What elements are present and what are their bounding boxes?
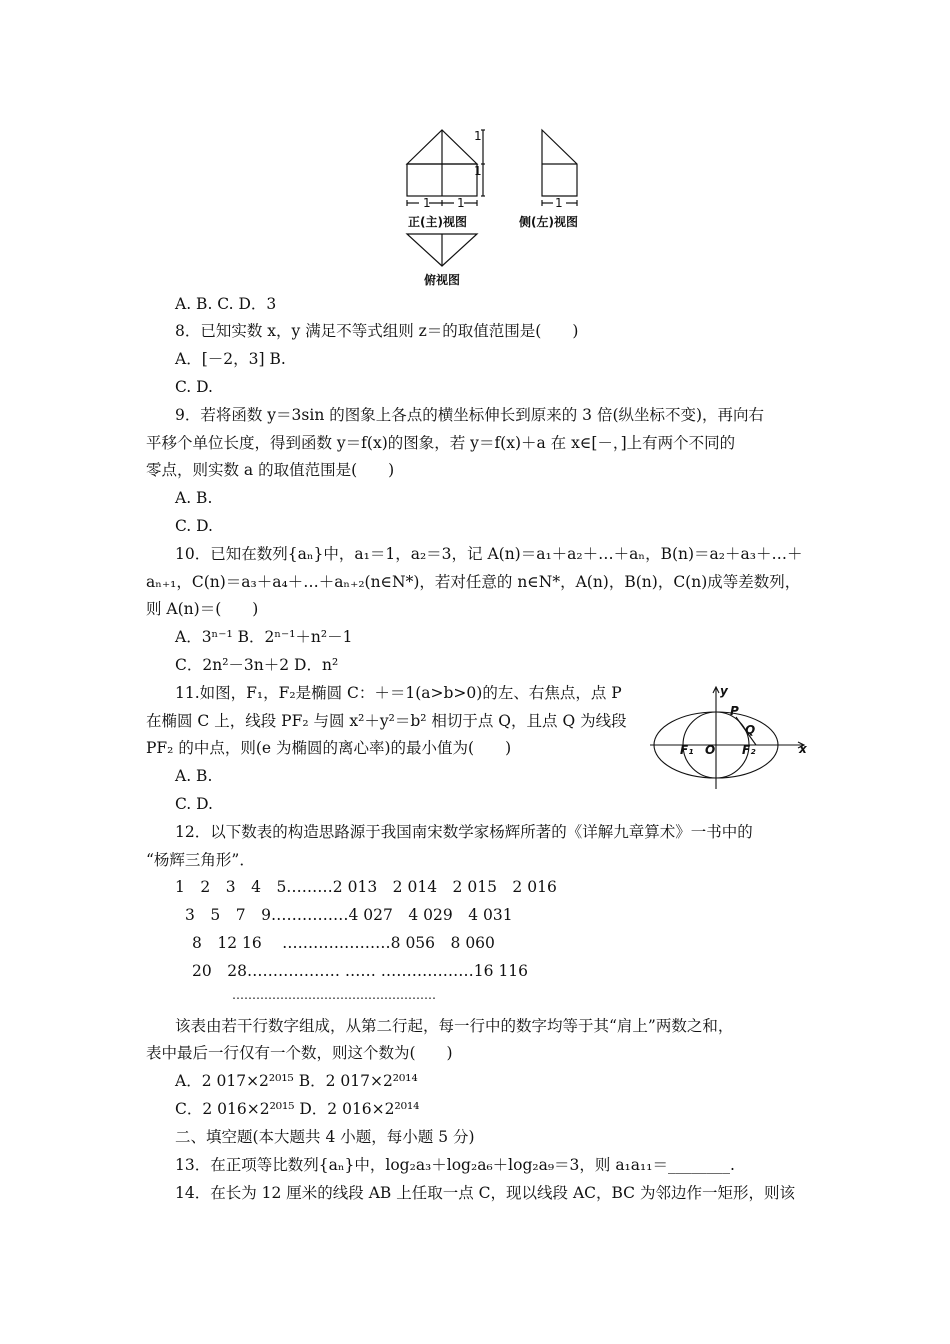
q8-stem: 8．已知实数 x，y 满足不等式组则 z＝的取值范围是( ) — [175, 322, 579, 340]
q8-options-ab: A．[－2，3] B. — [175, 350, 286, 368]
section-2-title: 二、填空题(本大题共 4 小题，每小题 5 分) — [175, 1128, 475, 1146]
focus-f2-label: F₂ — [742, 743, 756, 757]
dim-label: 1 — [474, 129, 482, 143]
q11-options-cd: C. D. — [175, 795, 213, 813]
q12-options-cd: C．2 016×2²⁰¹⁵ D．2 016×2²⁰¹⁴ — [175, 1100, 420, 1118]
side-view-caption: 侧(左)视图 — [519, 215, 578, 229]
q12-desc-line1: 该表由若干行数字组成，从第二行起，每一行中的数字均等于其“肩上”两数之和， — [175, 1017, 734, 1035]
q11-line3: PF₂ 的中点，则(e 为椭圆的离心率)的最小值为( ) — [146, 739, 512, 757]
q11-line2: 在椭圆 C 上，线段 PF₂ 与圆 x²＋y²＝b² 相切于点 Q，且点 Q 为线段 — [146, 712, 627, 730]
q11-options-ab: A. B. — [175, 767, 213, 785]
q9-line3: 零点，则实数 a 的取值范围是( ) — [146, 461, 395, 479]
q10-line2: aₙ₊₁，C(n)＝a₃＋a₄＋…＋aₙ₊₂(n∈N*)，若对任意的 n∈N*，A(n)，B(n)，C(n)成等差数列， — [146, 573, 801, 591]
top-view-drawing — [407, 234, 477, 266]
q12-desc-line2: 表中最后一行仅有一个数，则这个数为( ) — [146, 1044, 453, 1062]
q12-table-row2: 3 5 7 9……………4 027 4 029 4 031 — [185, 906, 513, 924]
q10-options-ab: A．3ⁿ⁻¹ B．2ⁿ⁻¹＋n²－1 — [175, 628, 353, 646]
q14-stem: 14．在长为 12 厘米的线段 AB 上任取一点 C，现以线段 AC，BC 为邻边作一矩形，则该 — [175, 1184, 795, 1202]
q12-table-row5: …………………………………………… — [232, 988, 436, 1002]
focus-f1-label: F₁ — [680, 743, 694, 757]
q10-options-cd: C．2n²－3n＋2 D．n² — [175, 656, 339, 674]
dim-label: 1 — [457, 196, 465, 210]
q9-options-ab: A. B. — [175, 489, 213, 507]
q8-options-cd: C. D. — [175, 378, 213, 396]
q12-table-row3: 8 12 16 …………………8 056 8 060 — [192, 934, 495, 952]
q13-stem: 13．在正项等比数列{aₙ}中，log₂a₃＋log₂a₆＋log₂a₉＝3，则 a₁a₁₁＝________. — [175, 1156, 735, 1174]
q9-line2: 平移个单位长度，得到函数 y＝f(x)的图象，若 y＝f(x)＋a 在 x∈[－，]上有两个不同的 — [146, 434, 736, 452]
q12-table-row4: 20 28……………… …… ………………16 116 — [192, 962, 529, 980]
top-view-caption: 俯视图 — [424, 273, 461, 287]
q9-line1: 9．若将函数 y＝3sin 的图象上各点的横坐标伸长到原来的 3 倍(纵坐标不变)，再向右 — [175, 406, 765, 424]
q9-options-cd: C. D. — [175, 517, 213, 535]
dim-label: 1 — [423, 196, 431, 210]
q12-options-ab: A．2 017×2²⁰¹⁵ B．2 017×2²⁰¹⁴ — [175, 1072, 418, 1090]
side-view-drawing — [542, 130, 577, 206]
q12-table-row1: 1 2 3 4 5………2 013 2 014 2 015 2 016 — [175, 878, 557, 896]
origin-label: O — [705, 743, 716, 757]
q10-line1: 10．已知在数列{aₙ}中，a₁＝1，a₂＝3，记 A(n)＝a₁＋a₂＋…＋aₙ，B(n)＝a₂＋a₃＋…＋ — [175, 545, 803, 563]
q11-line1: 11.如图，F₁，F₂是椭圆 C：＋＝1(a>b>0)的左、右焦点，点 P — [175, 684, 622, 702]
dim-label: 1 — [555, 196, 563, 210]
q12-line2: “杨辉三角形”． — [146, 851, 255, 869]
q10-line3: 则 A(n)＝( ) — [146, 600, 259, 618]
y-axis-label: y — [720, 684, 728, 698]
x-axis-label: x — [799, 742, 807, 756]
q12-line1: 12．以下数表的构造思路源于我国南宋数学家杨辉所著的《详解九章算术》一书中的 — [175, 823, 753, 841]
point-q-label: Q — [745, 723, 756, 737]
q7-options: A. B. C. D．3 — [175, 295, 277, 313]
dim-label: 1 — [474, 164, 482, 178]
three-view-figure — [395, 120, 655, 295]
front-view-caption: 正(主)视图 — [408, 215, 467, 229]
point-p-label: P — [730, 704, 739, 718]
ellipse-figure — [648, 683, 818, 793]
